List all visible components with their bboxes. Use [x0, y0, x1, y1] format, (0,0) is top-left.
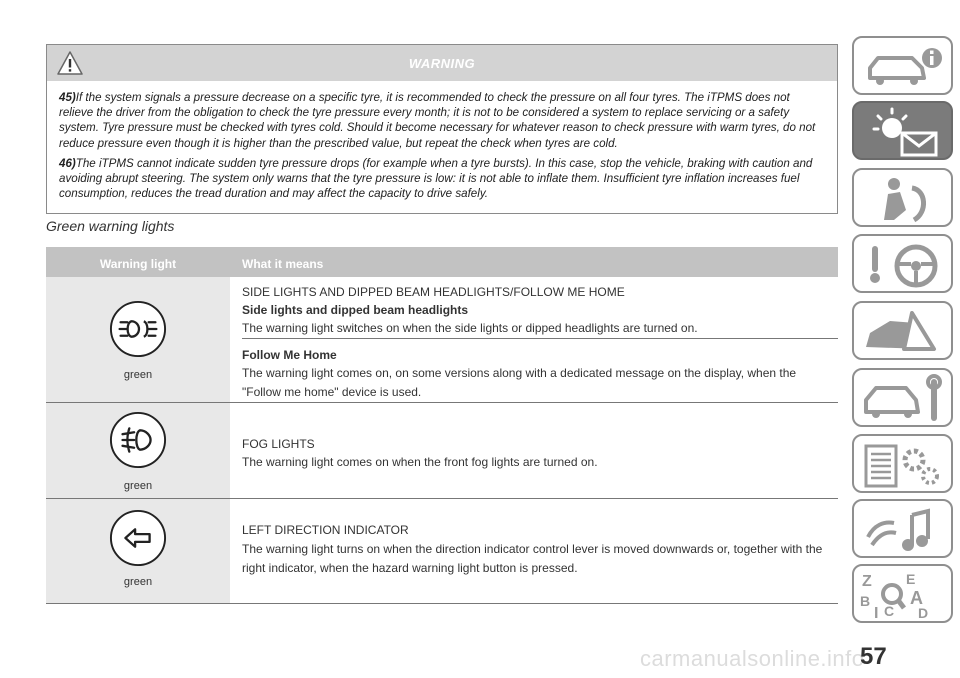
svg-text:B: B [860, 593, 871, 609]
warning-note-45: 45)If the system signals a pressure decrease on a specific tyre, it is recommended to check the pressure on all four tyres. The iTPMS does not relieve the driver from the obligation to check the tyre pressure every month; it is not to be considered a system to replace servicing or a safety system. Tyre pressure must be checked with tyres cold. Should it become necessary for whatever reason to check pressure with warm tyres, do not reduce pressure even though it is higher than the prescribed value, but repeat the check when tyres are cold. [59, 91, 816, 150]
svg-text:A: A [910, 588, 923, 608]
warning-title: WARNING [408, 56, 476, 71]
color-caption: green [123, 369, 153, 381]
starting-driving-icon [854, 236, 955, 295]
side-tab-multimedia[interactable] [852, 499, 953, 558]
divider [46, 603, 838, 604]
warning-note-46: 46)The iTPMS cannot indicate sudden tyre pressure drops (for example when a tyre bursts). In this case, stop the vehicle, braking with caution and avoiding abrupt steering. The system only warns that the tyre pressure is low: it is not able to inflate them. Insufficient tyre inflation increases fuel consumption, reduces the tread duration and may affect the capacity to drive safely. [59, 156, 813, 201]
side-tab-starting-driving[interactable] [852, 234, 953, 293]
subrow-text: The warning light comes on, on some versions along with a dedicated message on the display, when the "Follow me home" device is used. [242, 366, 797, 399]
svg-text:E: E [906, 571, 916, 587]
warning-lights-table [46, 247, 838, 277]
table-body [46, 277, 838, 604]
svg-text:D: D [918, 605, 929, 621]
row-text: The warning light comes on when the front fog lights are turned on. [242, 455, 598, 469]
page-number: 57 [860, 643, 887, 670]
side-tab-technical-data[interactable] [852, 434, 953, 493]
header-what-it-means: What it means [242, 257, 324, 271]
svg-text:Z: Z [862, 573, 872, 590]
divider [46, 498, 838, 499]
car-info-icon [854, 38, 955, 97]
table-header [46, 247, 838, 277]
svg-text:I: I [874, 605, 879, 622]
follow-me-home-content [242, 346, 828, 402]
row-text: The warning light turns on when the direction indicator control lever is moved downwards or, together with the right indicator, when the hazard warning light button is pressed. [242, 542, 823, 575]
fog-lights-content [242, 435, 828, 471]
side-tab-emergency[interactable] [852, 301, 953, 360]
divider [46, 402, 838, 403]
subrow-title: Side lights and dipped beam headlights [242, 303, 469, 317]
front-fog-light-icon [109, 411, 167, 469]
watermark: carmanualsonline.info [640, 646, 865, 671]
color-caption: green [123, 480, 153, 492]
multimedia-icon [854, 501, 955, 560]
subrow-title: Follow Me Home [242, 348, 337, 362]
side-tab-maintenance[interactable] [852, 368, 953, 427]
warning-lights-messages-icon [854, 103, 955, 162]
side-lights-content [242, 283, 828, 337]
dipped-beam-headlight-icon [109, 300, 167, 358]
direction-indicator-content [242, 521, 828, 578]
side-tab-index[interactable] [852, 564, 953, 623]
warning-box [46, 44, 838, 214]
side-tab-safety[interactable] [852, 168, 953, 227]
technical-data-icon [854, 436, 955, 495]
index-icon [854, 566, 955, 625]
divider [242, 338, 838, 339]
svg-text:C: C [884, 603, 895, 619]
emergency-icon [854, 303, 955, 362]
left-arrow-icon [109, 509, 167, 567]
warning-header [47, 45, 837, 81]
row-heading: SIDE LIGHTS AND DIPPED BEAM HEADLIGHTS/FOLLOW ME HOME [242, 285, 625, 299]
safety-airbag-icon [854, 170, 955, 229]
maintenance-icon [854, 370, 955, 429]
side-tab-car-info[interactable] [852, 36, 953, 95]
section-title: Green warning lights [46, 218, 175, 234]
row-heading: LEFT DIRECTION INDICATOR [242, 523, 409, 537]
header-warning-light: Warning light [99, 257, 177, 271]
color-caption: green [123, 576, 153, 588]
subrow-text: The warning light switches on when the side lights or dipped headlights are turned on. [242, 321, 698, 335]
side-tab-warning-lights[interactable] [852, 101, 953, 160]
row-heading: FOG LIGHTS [242, 437, 315, 451]
